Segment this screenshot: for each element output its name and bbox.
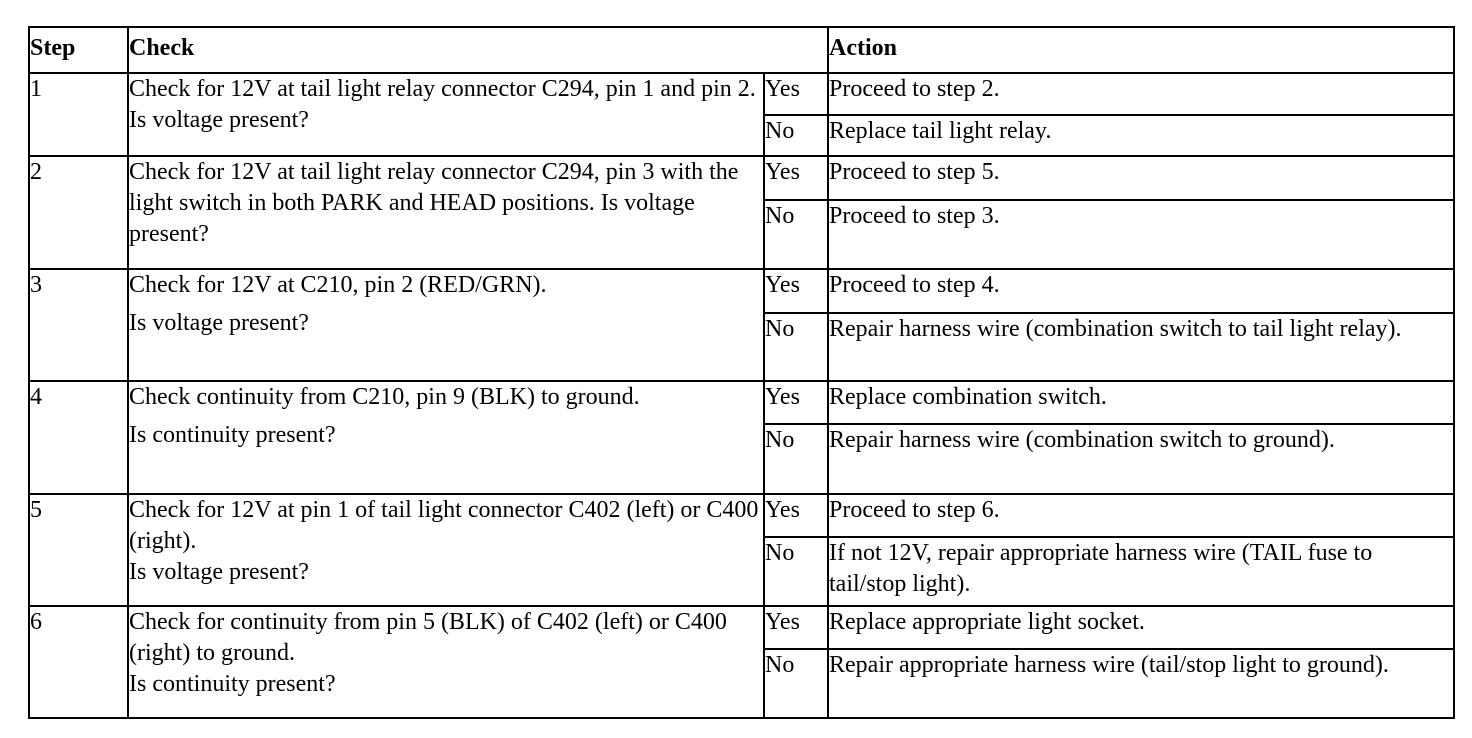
check-text: Check for 12V at tail light relay connector C294, pin 1 and pin 2. Is voltage present? (129, 76, 756, 133)
yes-label: Yes (764, 606, 828, 649)
check-cell (128, 494, 764, 606)
check-cell (128, 269, 764, 381)
action-header: Action (828, 27, 1454, 73)
no-action: If not 12V, repair appropriate harness wire (TAIL fuse to tail/stop light). (828, 537, 1454, 606)
header-row (29, 27, 1454, 73)
check-text: Check for 12V at tail light relay connector C294, pin 3 with the light switch in both PARK and HEAD positions. Is voltage present? (129, 159, 739, 247)
step-number: 2 (29, 156, 128, 269)
table-row (29, 381, 1454, 424)
check-cell (128, 606, 764, 718)
step-number: 6 (29, 606, 128, 718)
yes-label: Yes (764, 494, 828, 537)
step-number: 1 (29, 73, 128, 156)
check-question: Is continuity present? (129, 422, 336, 448)
yes-action: Replace appropriate light socket. (828, 606, 1454, 649)
check-text: Check continuity from C210, pin 9 (BLK) to ground. (129, 384, 640, 410)
no-label: No (764, 115, 828, 156)
check-cell (128, 156, 764, 269)
no-action: Proceed to step 3. (828, 200, 1454, 269)
no-action: Repair appropriate harness wire (tail/stop light to ground). (828, 649, 1454, 718)
check-text: Check for continuity from pin 5 (BLK) of C402 (left) or C400 (right) to ground. (129, 609, 727, 666)
yes-action: Replace combination switch. (828, 381, 1454, 424)
table-row (29, 269, 1454, 313)
no-action: Repair harness wire (combination switch to ground). (828, 424, 1454, 494)
no-label: No (764, 200, 828, 269)
step-number: 3 (29, 269, 128, 381)
no-label: No (764, 537, 828, 606)
yes-label: Yes (764, 156, 828, 200)
table-row (29, 606, 1454, 649)
diagnostic-table (28, 26, 1455, 719)
table-row (29, 156, 1454, 200)
yes-action: Proceed to step 5. (828, 156, 1454, 200)
table-row (29, 494, 1454, 537)
yes-label: Yes (764, 269, 828, 313)
table-row (29, 73, 1454, 115)
check-cell (128, 73, 764, 156)
no-action: Repair harness wire (combination switch to tail light relay). (828, 313, 1454, 381)
step-header: Step (29, 27, 128, 73)
yes-action: Proceed to step 2. (828, 73, 1454, 115)
no-label: No (764, 649, 828, 718)
no-action: Replace tail light relay. (828, 115, 1454, 156)
check-text: Check for 12V at pin 1 of tail light connector C402 (left) or C400 (right). (129, 497, 759, 554)
step-number: 5 (29, 494, 128, 606)
yes-label: Yes (764, 73, 828, 115)
check-header: Check (128, 27, 828, 73)
check-cell (128, 381, 764, 494)
yes-action: Proceed to step 6. (828, 494, 1454, 537)
yes-action: Proceed to step 4. (828, 269, 1454, 313)
check-text: Check for 12V at C210, pin 2 (RED/GRN). (129, 272, 547, 298)
check-question: Is voltage present? (129, 559, 309, 585)
no-label: No (764, 313, 828, 381)
step-number: 4 (29, 381, 128, 494)
yes-label: Yes (764, 381, 828, 424)
no-label: No (764, 424, 828, 494)
check-question: Is continuity present? (129, 671, 336, 697)
check-question: Is voltage present? (129, 310, 309, 336)
